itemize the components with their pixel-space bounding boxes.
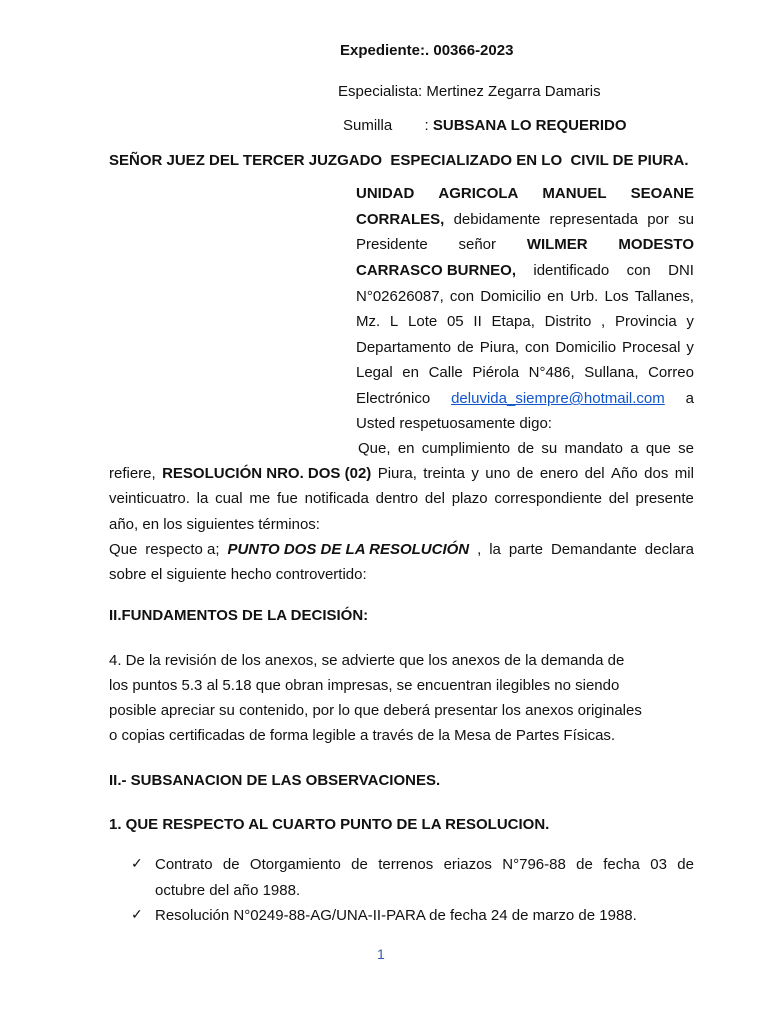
word: SEOANE (630, 185, 694, 202)
checklist-item-1-line-1 (155, 855, 694, 875)
word: representada (549, 211, 638, 228)
intro-line-6: sobre el siguiente hecho controvertido: (109, 566, 367, 583)
checkmark-icon: ✓ (131, 906, 143, 922)
word: Sullana, (584, 364, 639, 381)
checklist-item-2: Resolución N°0249-88-AG/UNA-II-PARA de fecha 24 de marzo de 1988. (155, 907, 637, 924)
section-fundamentos-title: II.FUNDAMENTOS DE LA DECISIÓN: (109, 607, 369, 624)
word: del (584, 465, 605, 482)
party-line-1 (356, 184, 694, 204)
page-number: 1 (377, 946, 385, 962)
word: uno (485, 465, 511, 482)
word: correspondiente (494, 490, 602, 507)
word: Que, (358, 440, 391, 457)
word: cual (215, 490, 243, 507)
word: Tallanes, (634, 288, 694, 305)
word: eriazos (443, 856, 492, 873)
intro-line-5: Que respecto a; PUNTO DOS DE LA RESOLUCIÓN , la parte Demandante declara (109, 541, 694, 558)
fundamentos-line: o copias certificadas de forma legible a través de la Mesa de Partes Físicas. (109, 727, 616, 744)
word: la (489, 541, 501, 558)
word: la (196, 490, 209, 507)
fundamentos-line: los puntos 5.3 al 5.18 que obran impresas, se encuentran ilegibles no siendo (109, 677, 620, 694)
word: Domicilio (555, 339, 617, 356)
word: me (249, 490, 271, 507)
word: parte (508, 541, 544, 558)
word: , (477, 541, 482, 558)
word: plazo (451, 490, 488, 507)
party-line-10: Usted respetuosamente digo: (356, 415, 552, 432)
word: por (647, 211, 669, 228)
word: señor (458, 236, 497, 253)
word: de (516, 465, 534, 482)
word: se (678, 440, 694, 457)
intro-line-2: refiere, RESOLUCIÓN NRO. DOS (02) Piura, treinta y uno de enero del Año dos mil (109, 465, 694, 482)
word: Los (604, 288, 629, 305)
word: Contrato (155, 856, 213, 873)
word: dos (644, 465, 669, 482)
word: de (576, 856, 593, 873)
word: MODESTO (618, 236, 694, 253)
word: en (397, 440, 415, 457)
word: N°486, (528, 364, 575, 381)
sumilla-label: Sumilla (343, 117, 393, 134)
word: UNIDAD (356, 185, 415, 202)
party-line-3 (356, 235, 694, 255)
word: con (626, 262, 651, 279)
party-line-5 (356, 287, 694, 307)
word: Departamento (356, 339, 452, 356)
sumilla-line (343, 116, 627, 136)
party-line-6 (356, 312, 694, 332)
word: N°02626087, (356, 288, 444, 305)
word: y (686, 339, 694, 356)
word: y (686, 313, 694, 330)
resolution-reference: RESOLUCIÓN NRO. DOS (02) (162, 465, 372, 482)
word: de (351, 856, 368, 873)
word: declara (644, 541, 694, 558)
word: su (678, 211, 694, 228)
word: veinticuatro. (109, 490, 190, 507)
party-line-8 (356, 363, 694, 383)
word: de (457, 339, 474, 356)
word: del (608, 490, 629, 507)
word: Año (611, 465, 638, 482)
word: Domicilio (480, 288, 542, 305)
word: terrenos (378, 856, 434, 873)
word: cumplimiento (421, 440, 511, 457)
word: Legal (356, 364, 393, 381)
word: fecha (603, 856, 640, 873)
word: Provincia (614, 313, 677, 330)
word: Calle (428, 364, 463, 381)
word: con (524, 339, 550, 356)
addressee: SEÑOR JUEZ DEL TERCER JUZGADO ESPECIALIZADO EN LO CIVIL DE PIURA. (109, 152, 689, 169)
word: de (677, 856, 694, 873)
party-line-4: CARRASCO BURNEO, identificado con DNI (356, 262, 694, 279)
intro-line-4: año, en los siguientes términos: (109, 516, 320, 533)
word: identificado (533, 262, 610, 279)
section-subsanacion-title: II.- SUBSANACION DE LAS OBSERVACIONES. (109, 772, 441, 789)
word: Procesal (622, 339, 681, 356)
party-line-2: CORRALES, debidamente representada por su (356, 211, 694, 228)
intro-line-1 (358, 439, 694, 459)
word: en (402, 364, 419, 381)
word: L (389, 313, 399, 330)
word: a (630, 440, 639, 457)
word: N°796-88 (502, 856, 566, 873)
word: en (547, 288, 564, 305)
word: Lote (408, 313, 438, 330)
party-line-7 (356, 338, 694, 358)
word: Distrito (544, 313, 592, 330)
word: debidamente (453, 211, 541, 228)
email-link[interactable]: deluvida_siempre@hotmail.com (451, 390, 665, 407)
word: su (541, 440, 558, 457)
word: enero (539, 465, 579, 482)
word: presente (635, 490, 694, 507)
word: Mz. (356, 313, 381, 330)
word: , (601, 313, 606, 330)
word: Piura, (479, 339, 519, 356)
checkmark-icon: ✓ (131, 855, 143, 871)
word: mandato (564, 440, 623, 457)
fundamentos-line: posible apreciar su contenido, por lo que deberá presentar los anexos originales (109, 702, 642, 719)
word: Piérola (472, 364, 520, 381)
fundamentos-line: 4. De la revisión de los anexos, se advierte que los anexos de la demanda de (109, 652, 625, 669)
word: de (222, 856, 240, 873)
word: treinta (423, 465, 465, 482)
expediente-number: Expediente:. 00366-2023 (340, 42, 514, 59)
word: Piura, (377, 465, 417, 482)
word: 03 (650, 856, 667, 873)
word: Urb. (569, 288, 599, 305)
word: dentro (375, 490, 419, 507)
word: WILMER (526, 236, 588, 253)
word: del (424, 490, 445, 507)
word: 05 (446, 313, 464, 330)
intro-line-3 (109, 489, 694, 509)
word: fue (277, 490, 298, 507)
word: AGRICOLA (438, 185, 519, 202)
word: Etapa, (491, 313, 535, 330)
word: y (471, 465, 479, 482)
section-cuarto-punto-title: 1. QUE RESPECTO AL CUARTO PUNTO DE LA RESOLUCION. (109, 816, 550, 833)
word: que (645, 440, 671, 457)
sumilla-value: SUBSANA LO REQUERIDO (432, 117, 627, 134)
word: mil (674, 465, 694, 482)
checklist-item-1-line-2: octubre del año 1988. (155, 882, 301, 899)
sumilla-separator: : (424, 117, 429, 134)
word: de (517, 440, 535, 457)
word: Otorgamiento (249, 856, 341, 873)
word: notificada (304, 490, 369, 507)
word: MANUEL (542, 185, 607, 202)
especialista-line: Especialista: Mertinez Zegarra Damaris (338, 83, 601, 100)
word: II (473, 313, 482, 330)
party-line-9: Electrónico deluvida_siempre@hotmail.com a (356, 390, 694, 407)
word: Demandante (550, 541, 637, 558)
punto-dos-reference: PUNTO DOS DE LA RESOLUCIÓN (227, 541, 470, 558)
word: Presidente (356, 236, 428, 253)
word: DNI (668, 262, 694, 279)
word: con (449, 288, 475, 305)
word: Correo (648, 364, 694, 381)
